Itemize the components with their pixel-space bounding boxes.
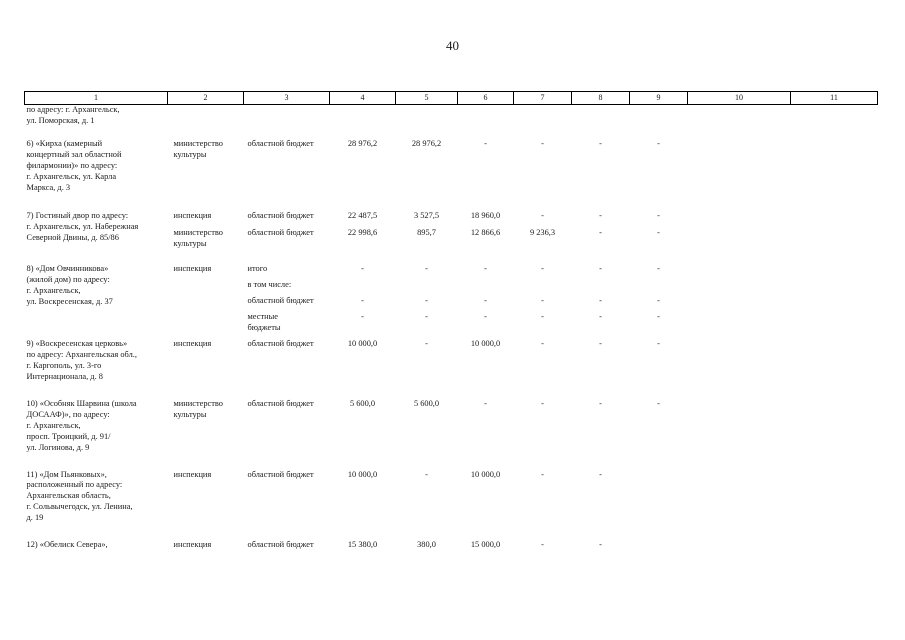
value-cell (514, 264, 572, 339)
funding-source-cell (244, 399, 330, 470)
table-row (25, 211, 878, 264)
funding-source-label: областной бюджет (247, 469, 314, 479)
value-cell (330, 339, 396, 399)
page-number: 40 (446, 38, 459, 53)
value: 22 487,5 (347, 211, 378, 221)
responsible-org-cell (168, 339, 244, 399)
value: 895,7 (417, 228, 436, 238)
value-cell (791, 540, 878, 551)
value-cell (630, 105, 688, 139)
object-name-cell: 12) «Обелиск Севера», (26, 540, 108, 550)
funding-source-cell (244, 264, 330, 339)
value-cell (791, 105, 878, 139)
table-row (25, 399, 878, 470)
column-header: 8 (572, 92, 630, 105)
value-cell (630, 470, 688, 541)
value: - (541, 296, 544, 306)
value-cell (458, 211, 514, 264)
value: - (599, 469, 602, 479)
value-cell (572, 470, 630, 541)
value: 28 976,2 (411, 138, 442, 148)
value: - (599, 264, 602, 274)
value-cell (514, 540, 572, 551)
value-cell (514, 399, 572, 470)
value: - (599, 398, 602, 408)
org-label: инспекция (173, 264, 212, 274)
value-cell (630, 399, 688, 470)
value-cell (630, 339, 688, 399)
value: 3 527,5 (413, 211, 440, 221)
responsible-org-cell (168, 470, 244, 541)
value: - (484, 264, 487, 274)
object-name-cell: 6) «Кирха (камерный концертный зал областной филармонии)» по адресу: г. Архангельск, ул. Карла Маркса, д. 3 (26, 138, 122, 192)
responsible-org-cell (168, 264, 244, 339)
value-cell (791, 339, 878, 399)
value: - (425, 312, 428, 322)
value: - (599, 339, 602, 349)
column-header: 6 (458, 92, 514, 105)
table-row (25, 470, 878, 541)
value-cell (396, 139, 458, 212)
value-cell (791, 139, 878, 212)
value-cell (458, 540, 514, 551)
value-cell (396, 399, 458, 470)
value: 12 866,6 (470, 228, 501, 238)
value-cell (791, 470, 878, 541)
org-label: инспекция (173, 339, 212, 349)
table-row (25, 139, 878, 212)
value: - (541, 339, 544, 349)
value: 18 960,0 (470, 211, 501, 221)
value (630, 540, 688, 551)
column-number-row (25, 92, 878, 105)
value-cell (688, 470, 791, 541)
value: - (657, 211, 660, 221)
object-name-cell: 9) «Воскресенская церковь» по адресу: Архангельская обл., г. Каргополь, ул. 3-го Интернационала, д. 8 (26, 339, 137, 381)
value: - (541, 264, 544, 274)
value: - (361, 312, 364, 322)
value-cell (630, 540, 688, 551)
responsible-org-cell (168, 105, 244, 139)
column-header: 9 (630, 92, 688, 105)
value: - (484, 398, 487, 408)
value: - (361, 296, 364, 306)
funding-source-label: в том числе: (247, 280, 292, 290)
funding-source-label: областной бюджет (247, 138, 314, 148)
value-cell (688, 211, 791, 264)
value (572, 280, 630, 291)
value: - (541, 540, 544, 550)
funding-source-label: областной бюджет (247, 211, 314, 221)
value-cell (330, 470, 396, 541)
responsible-org-cell (168, 211, 244, 264)
funding-source-label: местные бюджеты (247, 312, 281, 333)
table-row (25, 264, 878, 339)
value: 5 600,0 (349, 398, 376, 408)
value-cell (688, 540, 791, 551)
object-name-cell: 11) «Дом Пьянковых», расположенный по адресу: Архангельская область, г. Сольвычегодск, ул. Ленина, д. 19 (26, 469, 133, 523)
value (458, 280, 514, 291)
column-header: 2 (168, 92, 244, 105)
value: - (541, 211, 544, 221)
object-name-cell: 8) «Дом Овчинникова» (жилой дом) по адресу: г. Архангельск, ул. Воскресенская, д. 37 (26, 264, 113, 306)
value-cell (458, 339, 514, 399)
value: 10 000,0 (347, 339, 378, 349)
funding-source-cell (244, 211, 330, 264)
value-cell (330, 540, 396, 551)
value: - (657, 312, 660, 322)
value-cell (330, 399, 396, 470)
column-header: 1 (25, 92, 168, 105)
value-cell (396, 105, 458, 139)
org-label: инспекция (173, 211, 212, 221)
value: 5 600,0 (413, 398, 440, 408)
column-header: 4 (330, 92, 396, 105)
value-cell (330, 139, 396, 212)
funding-source-label: областной бюджет (247, 540, 314, 550)
value-cell (396, 339, 458, 399)
column-header: 7 (514, 92, 572, 105)
value-cell (688, 339, 791, 399)
funding-source-label: областной бюджет (247, 398, 314, 408)
value (396, 280, 458, 291)
value (630, 280, 688, 291)
value (330, 280, 396, 291)
value-cell (330, 105, 396, 139)
value: - (541, 312, 544, 322)
value-cell (572, 540, 630, 551)
funding-source-cell (244, 540, 330, 551)
value-cell (458, 139, 514, 212)
value: - (599, 138, 602, 148)
value-cell (514, 470, 572, 541)
funding-source-cell (244, 139, 330, 212)
funding-source-label: итого (247, 264, 268, 274)
org-label: министерство культуры (173, 228, 223, 249)
value: - (657, 264, 660, 274)
value: - (599, 211, 602, 221)
value-cell (330, 211, 396, 264)
value: 22 998,6 (347, 228, 378, 238)
org-label: министерство культуры (173, 398, 223, 419)
value: - (361, 264, 364, 274)
value: 28 976,2 (347, 138, 378, 148)
value: 15 380,0 (347, 540, 378, 550)
table-body (25, 105, 878, 552)
value: 10 000,0 (470, 339, 501, 349)
value-cell (572, 264, 630, 339)
object-name-cell: по адресу: г. Архангельск, ул. Поморская, д. 1 (26, 105, 120, 125)
value: - (599, 540, 602, 550)
value: - (425, 469, 428, 479)
value-cell (572, 339, 630, 399)
value-cell (572, 211, 630, 264)
object-name-cell: 10) «Особняк Шарвина (школа ДОСААФ)», по адресу: г. Архангельск, просп. Троицкий, д. 91/ ул. Логинова, д. 9 (26, 398, 137, 452)
value (630, 470, 688, 481)
funding-source-cell (244, 105, 330, 139)
column-header: 3 (244, 92, 330, 105)
value: 15 000,0 (470, 540, 501, 550)
funding-source-cell (244, 339, 330, 399)
value-cell (396, 264, 458, 339)
value-cell (458, 105, 514, 139)
value-cell (791, 264, 878, 339)
value-cell (396, 211, 458, 264)
value-cell (630, 211, 688, 264)
value: - (599, 312, 602, 322)
value: - (541, 138, 544, 148)
value-cell (572, 105, 630, 139)
value-cell (458, 399, 514, 470)
value-cell (514, 339, 572, 399)
value-cell (630, 139, 688, 212)
responsible-org-cell (168, 399, 244, 470)
value-cell (688, 264, 791, 339)
value-cell (514, 211, 572, 264)
value (514, 280, 572, 291)
value: - (425, 339, 428, 349)
value: - (657, 228, 660, 238)
org-label: инспекция (173, 469, 212, 479)
column-header: 5 (396, 92, 458, 105)
funding-source-cell (244, 470, 330, 541)
value: - (425, 296, 428, 306)
org-label: инспекция (173, 540, 212, 550)
value-cell (514, 105, 572, 139)
table-row (25, 540, 878, 551)
responsible-org-cell (168, 540, 244, 551)
value-cell (458, 264, 514, 339)
value: - (484, 312, 487, 322)
responsible-org-cell (168, 139, 244, 212)
value-cell (688, 105, 791, 139)
value-cell (572, 399, 630, 470)
object-name-cell: 7) Гостиный двор по адресу: г. Архангельск, ул. Набережная Северной Двины, д. 85/86 (26, 211, 139, 243)
value-cell (396, 470, 458, 541)
value: - (484, 138, 487, 148)
budget-table (24, 91, 878, 551)
value: 380,0 (417, 540, 436, 550)
value-cell (791, 399, 878, 470)
column-header: 11 (791, 92, 878, 105)
value: - (599, 228, 602, 238)
value-cell (396, 540, 458, 551)
value: - (541, 469, 544, 479)
value-cell (572, 139, 630, 212)
table-row (25, 339, 878, 399)
table-row (25, 105, 878, 139)
funding-source-label: областной бюджет (247, 339, 314, 349)
value: - (484, 296, 487, 306)
org-label: министерство культуры (173, 138, 223, 159)
funding-source-label: областной бюджет (247, 228, 314, 238)
value: - (657, 138, 660, 148)
value-cell (688, 139, 791, 212)
value-cell (330, 264, 396, 339)
value: - (599, 296, 602, 306)
value-cell (630, 264, 688, 339)
value: 10 000,0 (470, 469, 501, 479)
value: - (657, 339, 660, 349)
value: 10 000,0 (347, 469, 378, 479)
value-cell (791, 211, 878, 264)
funding-source-label: областной бюджет (247, 296, 314, 306)
value: - (657, 398, 660, 408)
value-cell (688, 399, 791, 470)
value: - (657, 296, 660, 306)
value: 9 236,3 (529, 228, 556, 238)
value: - (425, 264, 428, 274)
value: - (541, 398, 544, 408)
value-cell (458, 470, 514, 541)
value-cell (514, 139, 572, 212)
column-header: 10 (688, 92, 791, 105)
